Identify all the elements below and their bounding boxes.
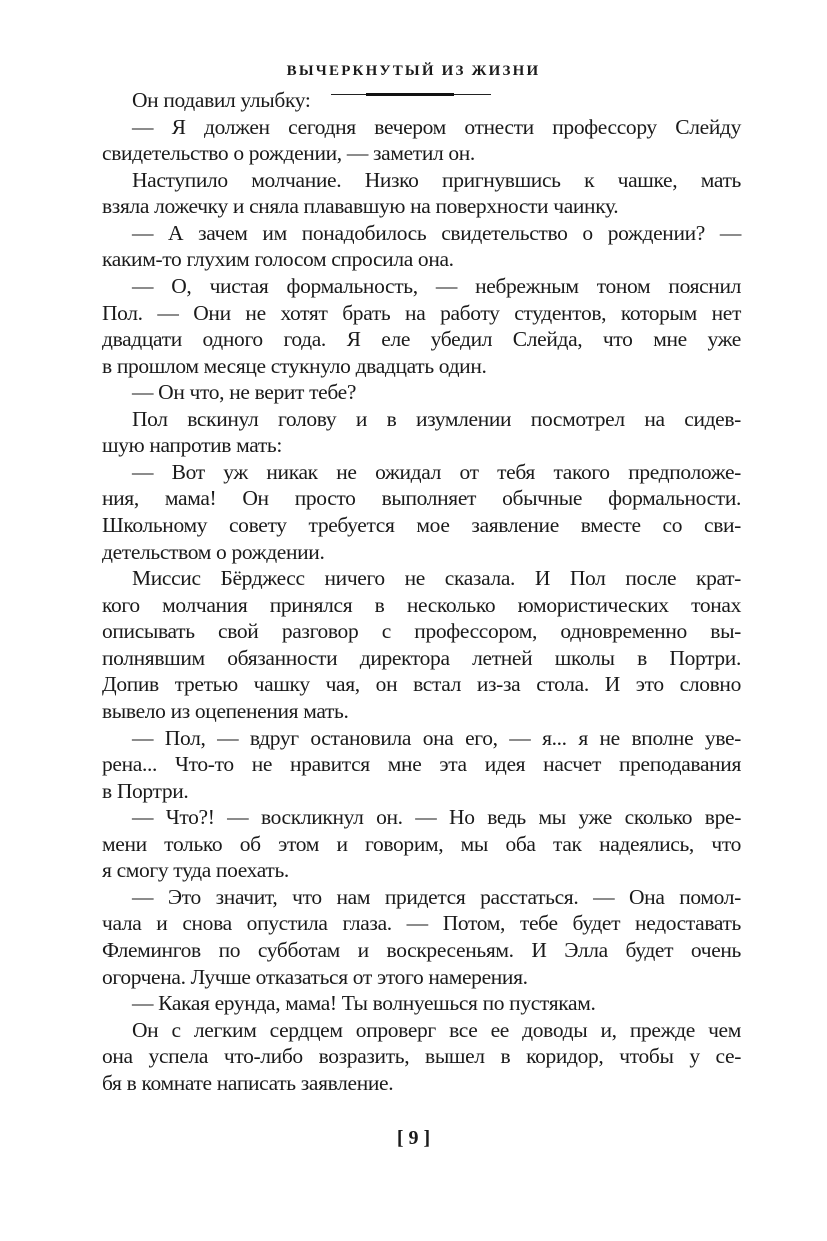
text-line: — Это значит, что нам придется расстаться. — Она помол- [132, 884, 741, 909]
text-line: — Вот уж никак не ожидал от тебя такого предположе- [132, 459, 741, 484]
text-line: бя в комнате написать заявление. [102, 1070, 394, 1095]
text-line: Пол вскинул голову и в изумлении посмотрел на сидев- [132, 406, 741, 431]
text-line: полнявшим обязанности директора летней школы в Портри. [102, 645, 741, 670]
text-line: я смогу туда поехать. [102, 858, 289, 883]
text-line: вывело из оцепенения мать. [102, 698, 349, 723]
text-line: Миссис Бёрджесс ничего не сказала. И Пол после крат- [132, 566, 741, 591]
text-line: свидетельство о рождении, — заметил он. [102, 141, 475, 166]
text-line: Он с легким сердцем опроверг все ее доводы и, прежде чем [132, 1017, 741, 1042]
text-line: в прошлом месяце стукнуло двадцать один. [102, 353, 487, 378]
text-line: детельством о рождении. [102, 539, 325, 564]
text-line: — А зачем им понадобилось свидетельство о рождении? — [132, 220, 741, 245]
text-line: каким-то глухим голосом спросила она. [102, 247, 454, 272]
page-number: [ 9 ] [396, 1127, 431, 1149]
running-head: ВЫЧЕРКНУТЫЙ ИЗ ЖИЗНИ [286, 63, 541, 79]
text-line: в Портри. [102, 778, 189, 803]
text-line: рена... Что-то не нравится мне эта идея насчет преподавания [102, 752, 741, 777]
text-line: огорчена. Лучше отказаться от этого намерения. [102, 964, 528, 989]
text-line: — Что?! — воскликнул он. — Но ведь мы уже сколько вре- [132, 805, 741, 830]
text-line: Школьному совету требуется мое заявление вместе со сви- [102, 513, 741, 537]
text-line: Флемингов по субботам и воскресеньям. И Элла будет очень [102, 938, 741, 962]
text-line: — О, чистая формальность, — небрежным тоном пояснил [132, 273, 741, 298]
text-line: чала и снова опустила глаза. — Потом, тебе будет недоставать [102, 911, 741, 936]
text-line: Допив третью чашку чая, он встал из-за стола. И это словно [102, 672, 741, 697]
text-line: мени только об этом и говорим, мы оба так надеялись, что [102, 831, 741, 856]
text-line: она успела что-либо возразить, вышел в коридор, чтобы у се- [102, 1044, 741, 1069]
text-line: — Я должен сегодня вечером отнести профессору Слейду [132, 114, 741, 139]
text-line: взяла ложечку и сняла плававшую на поверхности чаинку. [102, 194, 619, 219]
text-line: — Пол, — вдруг остановила она его, — я... я не вполне уве- [132, 725, 741, 750]
body-text [102, 87, 741, 1096]
text-line: — Он что, не верит тебе? [132, 380, 357, 405]
text-line: Пол. — Они не хотят брать на работу студентов, которым нет [102, 300, 741, 325]
text-line: ния, мама! Он просто выполняет обычные формальности. [102, 486, 741, 511]
text-line: Он подавил улыбку: [132, 88, 311, 112]
text-line: Наступило молчание. Низко пригнувшись к чашке, мать [132, 167, 741, 192]
text-line: — Какая ерунда, мама! Ты волнуешься по пустякам. [132, 991, 596, 1016]
text-line: шую напротив мать: [102, 433, 282, 458]
text-line: описывать свой разговор с профессором, одновременно вы- [102, 619, 741, 644]
text-line: двадцати одного года. Я еле убедил Слейда, что мне уже [102, 327, 741, 352]
text-line: кого молчания принялся в несколько юмористических тонах [102, 592, 741, 617]
